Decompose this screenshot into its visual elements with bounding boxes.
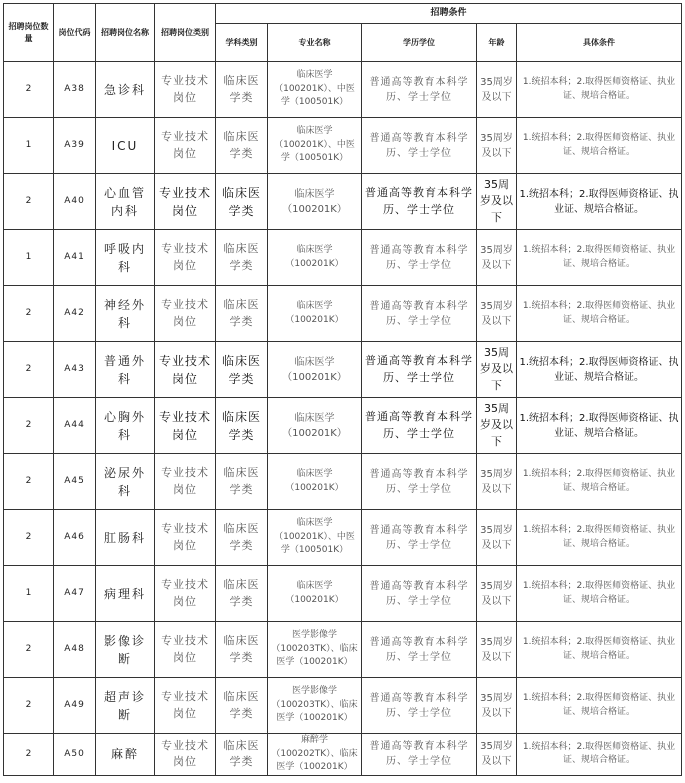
requirements-cell: 1.统招本科；2.取得医师资格证、执业证、规培合格证。 xyxy=(517,342,682,398)
code-cell: A38 xyxy=(54,62,96,118)
code-cell: A49 xyxy=(54,678,96,734)
table-row xyxy=(4,678,682,734)
post-category-cell: 专业技术岗位 xyxy=(155,566,216,622)
education-cell: 普通高等教育本科学历、学士学位 xyxy=(362,678,477,734)
header-count: 招聘岗位数量 xyxy=(4,4,54,62)
requirements-cell: 1.统招本科；2.取得医师资格证、执业证、规培合格证。 xyxy=(517,622,682,678)
post-category-cell: 专业技术岗位 xyxy=(155,174,216,230)
header-post-name: 招聘岗位名称 xyxy=(96,4,155,62)
count-cell: 1 xyxy=(4,230,54,286)
education-cell: 普通高等教育本科学历、学士学位 xyxy=(362,62,477,118)
subject-cell: 临床医学类 xyxy=(216,454,268,510)
major-cell: 麻醉学（100202TK）、临床医学（100201K） xyxy=(268,734,362,776)
requirements-cell: 1.统招本科；2.取得医师资格证、执业证、规培合格证。 xyxy=(517,286,682,342)
education-cell: 普通高等教育本科学历、学士学位 xyxy=(362,342,477,398)
major-cell: 临床医学（100201K） xyxy=(268,174,362,230)
education-cell: 普通高等教育本科学历、学士学位 xyxy=(362,622,477,678)
subject-cell: 临床医学类 xyxy=(216,62,268,118)
age-cell: 35周岁及以下 xyxy=(477,510,517,566)
table-row xyxy=(4,566,682,622)
major-cell: 临床医学（100201K）、中医学（100501K） xyxy=(268,510,362,566)
post-name-cell: 超声诊断 xyxy=(96,678,155,734)
education-cell: 普通高等教育本科学历、学士学位 xyxy=(362,734,477,776)
subject-cell: 临床医学类 xyxy=(216,734,268,776)
age-cell: 35周岁及以下 xyxy=(477,62,517,118)
code-cell: A41 xyxy=(54,230,96,286)
major-cell: 临床医学（100201K） xyxy=(268,230,362,286)
table-row xyxy=(4,118,682,174)
table-row xyxy=(4,230,682,286)
header-post-category: 招聘岗位类别 xyxy=(155,4,216,62)
education-cell: 普通高等教育本科学历、学士学位 xyxy=(362,174,477,230)
table-body xyxy=(4,62,682,776)
age-cell: 35周岁及以下 xyxy=(477,678,517,734)
requirements-cell: 1.统招本科；2.取得医师资格证、执业证、规培合格证。 xyxy=(517,734,682,776)
post-name-cell: ICU xyxy=(96,118,155,174)
post-name-cell: 心血管内科 xyxy=(96,174,155,230)
requirements-cell: 1.统招本科；2.取得医师资格证、执业证、规培合格证。 xyxy=(517,510,682,566)
subject-cell: 临床医学类 xyxy=(216,398,268,454)
post-name-cell: 心胸外科 xyxy=(96,398,155,454)
count-cell: 2 xyxy=(4,62,54,118)
major-cell: 临床医学（100201K）、中医学（100501K） xyxy=(268,62,362,118)
recruitment-table xyxy=(3,3,682,776)
count-cell: 2 xyxy=(4,286,54,342)
header-education: 学历学位 xyxy=(362,24,477,62)
count-cell: 2 xyxy=(4,174,54,230)
code-cell: A43 xyxy=(54,342,96,398)
count-cell: 2 xyxy=(4,510,54,566)
post-name-cell: 神经外科 xyxy=(96,286,155,342)
post-category-cell: 专业技术岗位 xyxy=(155,398,216,454)
post-category-cell: 专业技术岗位 xyxy=(155,230,216,286)
post-category-cell: 专业技术岗位 xyxy=(155,342,216,398)
major-cell: 临床医学（100201K）、中医学（100501K） xyxy=(268,118,362,174)
age-cell: 35周岁及以下 xyxy=(477,622,517,678)
education-cell: 普通高等教育本科学历、学士学位 xyxy=(362,118,477,174)
count-cell: 2 xyxy=(4,342,54,398)
post-category-cell: 专业技术岗位 xyxy=(155,510,216,566)
code-cell: A50 xyxy=(54,734,96,776)
education-cell: 普通高等教育本科学历、学士学位 xyxy=(362,566,477,622)
age-cell: 35周岁及以下 xyxy=(477,230,517,286)
age-cell: 35周岁及以下 xyxy=(477,454,517,510)
post-name-cell: 呼吸内科 xyxy=(96,230,155,286)
major-cell: 临床医学（100201K） xyxy=(268,398,362,454)
code-cell: A48 xyxy=(54,622,96,678)
requirements-cell: 1.统招本科；2.取得医师资格证、执业证、规培合格证。 xyxy=(517,230,682,286)
subject-cell: 临床医学类 xyxy=(216,230,268,286)
count-cell: 2 xyxy=(4,734,54,776)
table-row xyxy=(4,454,682,510)
header-major: 专业名称 xyxy=(268,24,362,62)
code-cell: A47 xyxy=(54,566,96,622)
education-cell: 普通高等教育本科学历、学士学位 xyxy=(362,510,477,566)
age-cell: 35周岁及以下 xyxy=(477,734,517,776)
subject-cell: 临床医学类 xyxy=(216,622,268,678)
requirements-cell: 1.统招本科；2.取得医师资格证、执业证、规培合格证。 xyxy=(517,678,682,734)
major-cell: 临床医学（100201K） xyxy=(268,454,362,510)
requirements-cell: 1.统招本科；2.取得医师资格证、执业证、规培合格证。 xyxy=(517,454,682,510)
table-row xyxy=(4,510,682,566)
count-cell: 2 xyxy=(4,398,54,454)
table-row xyxy=(4,398,682,454)
code-cell: A42 xyxy=(54,286,96,342)
table-row xyxy=(4,734,682,776)
age-cell: 35周岁及以下 xyxy=(477,398,517,454)
post-category-cell: 专业技术岗位 xyxy=(155,62,216,118)
subject-cell: 临床医学类 xyxy=(216,342,268,398)
post-category-cell: 专业技术岗位 xyxy=(155,454,216,510)
subject-cell: 临床医学类 xyxy=(216,678,268,734)
education-cell: 普通高等教育本科学历、学士学位 xyxy=(362,454,477,510)
requirements-cell: 1.统招本科；2.取得医师资格证、执业证、规培合格证。 xyxy=(517,566,682,622)
code-cell: A45 xyxy=(54,454,96,510)
age-cell: 35周岁及以下 xyxy=(477,118,517,174)
code-cell: A39 xyxy=(54,118,96,174)
table-row xyxy=(4,342,682,398)
count-cell: 1 xyxy=(4,118,54,174)
major-cell: 临床医学（100201K） xyxy=(268,566,362,622)
post-name-cell: 泌尿外科 xyxy=(96,454,155,510)
age-cell: 35周岁及以下 xyxy=(477,174,517,230)
requirements-cell: 1.统招本科；2.取得医师资格证、执业证、规培合格证。 xyxy=(517,174,682,230)
post-name-cell: 麻醉 xyxy=(96,734,155,776)
header-requirements: 具体条件 xyxy=(517,24,682,62)
count-cell: 2 xyxy=(4,678,54,734)
subject-cell: 临床医学类 xyxy=(216,118,268,174)
major-cell: 医学影像学（100203TK）、临床医学（100201K） xyxy=(268,622,362,678)
table-row xyxy=(4,286,682,342)
age-cell: 35周岁及以下 xyxy=(477,286,517,342)
header-subject: 学科类别 xyxy=(216,24,268,62)
education-cell: 普通高等教育本科学历、学士学位 xyxy=(362,230,477,286)
post-category-cell: 专业技术岗位 xyxy=(155,678,216,734)
table-row xyxy=(4,622,682,678)
subject-cell: 临床医学类 xyxy=(216,510,268,566)
count-cell: 1 xyxy=(4,566,54,622)
subject-cell: 临床医学类 xyxy=(216,174,268,230)
count-cell: 2 xyxy=(4,454,54,510)
header-row-top xyxy=(4,4,682,24)
post-name-cell: 肛肠科 xyxy=(96,510,155,566)
education-cell: 普通高等教育本科学历、学士学位 xyxy=(362,286,477,342)
post-name-cell: 普通外科 xyxy=(96,342,155,398)
code-cell: A44 xyxy=(54,398,96,454)
post-category-cell: 专业技术岗位 xyxy=(155,118,216,174)
major-cell: 临床医学（100201K） xyxy=(268,286,362,342)
subject-cell: 临床医学类 xyxy=(216,286,268,342)
post-category-cell: 专业技术岗位 xyxy=(155,622,216,678)
major-cell: 医学影像学（100203TK）、临床医学（100201K） xyxy=(268,678,362,734)
post-category-cell: 专业技术岗位 xyxy=(155,286,216,342)
age-cell: 35周岁及以下 xyxy=(477,342,517,398)
post-category-cell: 专业技术岗位 xyxy=(155,734,216,776)
requirements-cell: 1.统招本科；2.取得医师资格证、执业证、规培合格证。 xyxy=(517,118,682,174)
table-row xyxy=(4,174,682,230)
requirements-cell: 1.统招本科；2.取得医师资格证、执业证、规培合格证。 xyxy=(517,62,682,118)
requirements-cell: 1.统招本科；2.取得医师资格证、执业证、规培合格证。 xyxy=(517,398,682,454)
count-cell: 2 xyxy=(4,622,54,678)
subject-cell: 临床医学类 xyxy=(216,566,268,622)
header-conditions: 招聘条件 xyxy=(216,4,682,24)
header-code: 岗位代码 xyxy=(54,4,96,62)
post-name-cell: 病理科 xyxy=(96,566,155,622)
table-row xyxy=(4,62,682,118)
post-name-cell: 影像诊断 xyxy=(96,622,155,678)
code-cell: A40 xyxy=(54,174,96,230)
major-cell: 临床医学（100201K） xyxy=(268,342,362,398)
post-name-cell: 急诊科 xyxy=(96,62,155,118)
education-cell: 普通高等教育本科学历、学士学位 xyxy=(362,398,477,454)
age-cell: 35周岁及以下 xyxy=(477,566,517,622)
header-age: 年龄 xyxy=(477,24,517,62)
code-cell: A46 xyxy=(54,510,96,566)
